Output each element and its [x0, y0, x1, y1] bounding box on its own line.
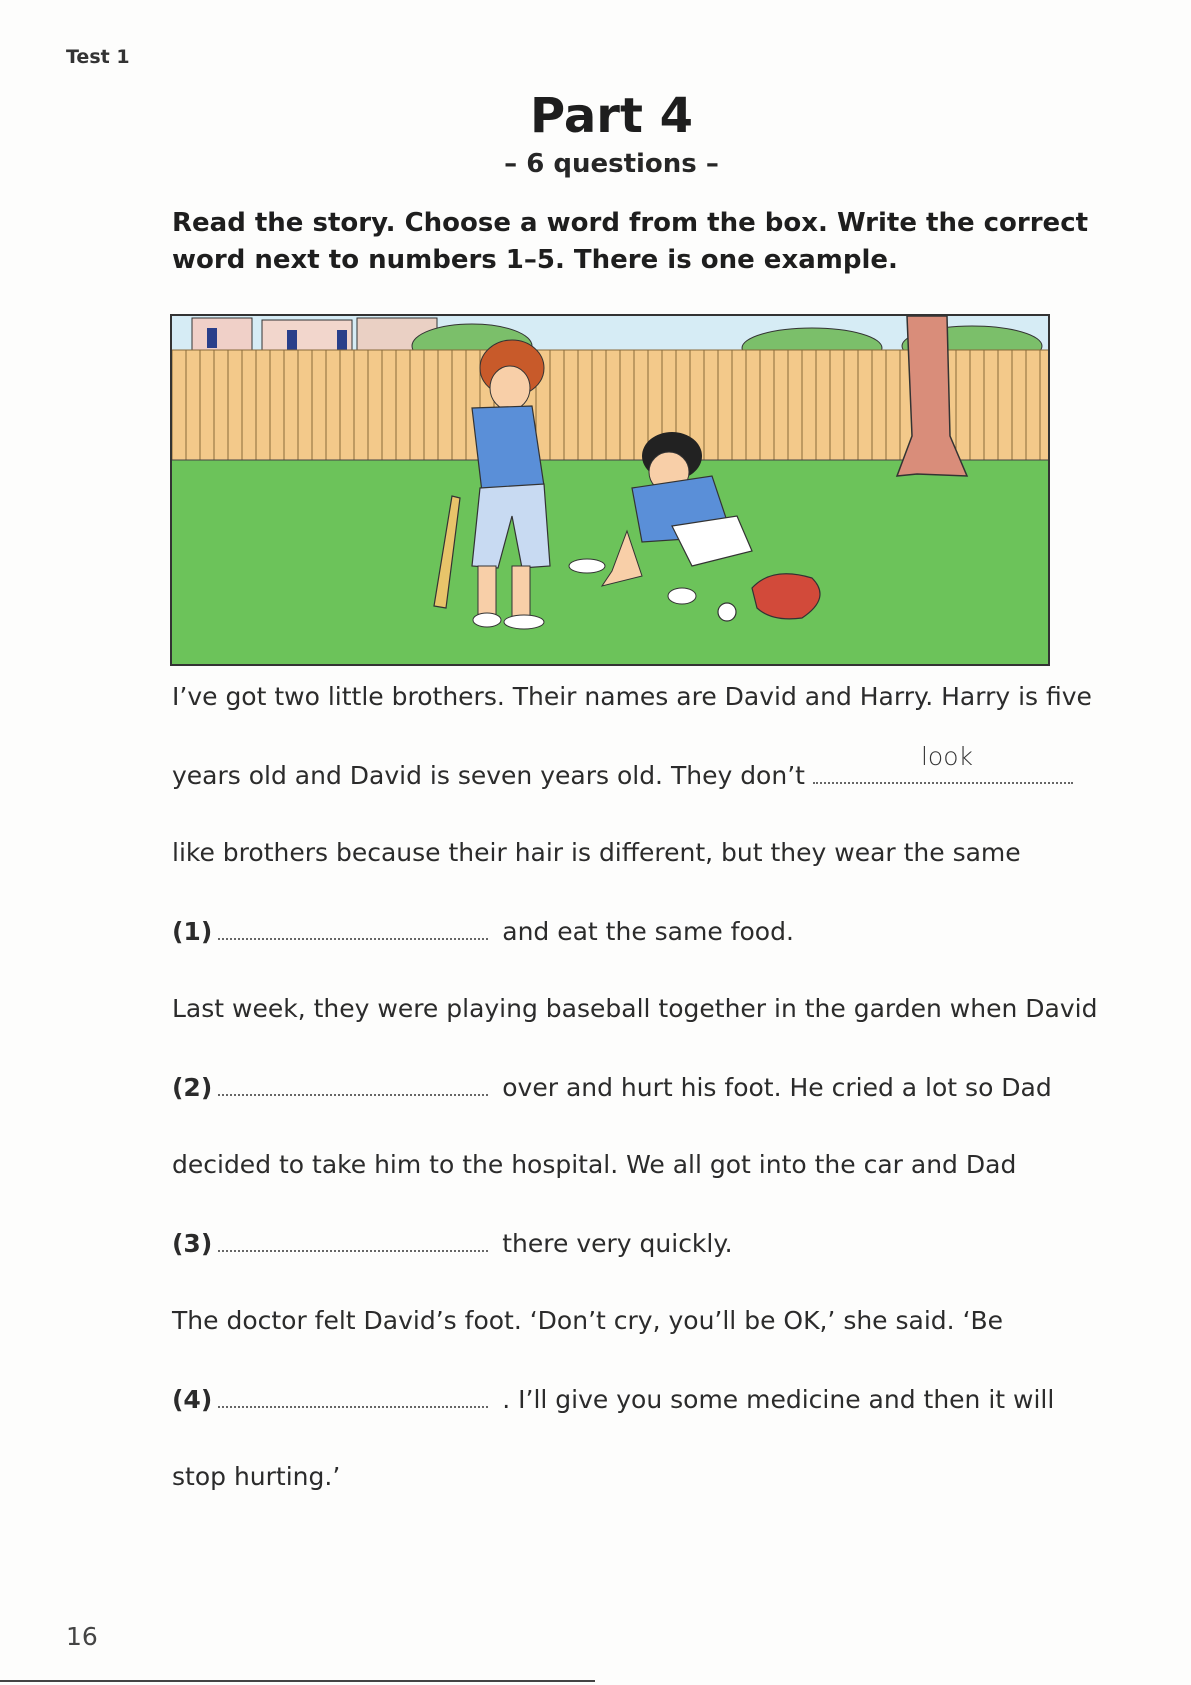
instructions — [172, 205, 1089, 279]
story-line-5: Last week, they were playing baseball together in the garden when David — [172, 994, 1098, 1023]
story-illustration — [170, 314, 1050, 666]
story-line-2 — [172, 742, 1072, 838]
story-line-2-text: years old and David is seven years old. They don’t — [172, 761, 805, 790]
example-answer-gap — [813, 742, 1073, 784]
question-4-line — [172, 1384, 1072, 1462]
test-label: Test 1 — [66, 46, 130, 68]
question-1-line — [172, 916, 1072, 994]
story-line-3: like brothers because their hair is different, but they wear the same — [172, 838, 1021, 867]
instructions-line-2: word next to numbers 1–5. There is one example. — [172, 245, 898, 275]
question-2-text: over and hurt his foot. He cried a lot so Dad — [502, 1073, 1052, 1102]
story-line-1: I’ve got two little brothers. Their names are David and Harry. Harry is five — [172, 682, 1092, 711]
question-1-text: and eat the same food. — [502, 917, 794, 946]
answer-field-2[interactable] — [218, 1072, 488, 1096]
part-subtitle: – 6 questions – — [504, 149, 719, 179]
question-3-line — [172, 1228, 1072, 1306]
question-4-text: . I’ll give you some medicine and then it will — [502, 1385, 1055, 1414]
question-4-number: (4) — [172, 1385, 213, 1414]
story-line-9: The doctor felt David’s foot. ‘Don’t cry, you’ll be OK,’ she said. ‘Be — [172, 1306, 1004, 1335]
question-3-text: there very quickly. — [502, 1229, 733, 1258]
story-text — [172, 682, 1098, 1540]
question-3-number: (3) — [172, 1229, 213, 1258]
example-answer: look — [920, 742, 973, 771]
answer-field-3[interactable] — [218, 1228, 488, 1252]
question-2-line — [172, 1072, 1072, 1150]
bottom-rule — [0, 1680, 595, 1682]
two-boys-baseball-garden-illustration — [172, 316, 1048, 664]
story-line-11: stop hurting.’ — [172, 1462, 341, 1491]
story-line-7: decided to take him to the hospital. We all got into the car and Dad — [172, 1150, 1017, 1179]
instructions-line-1: Read the story. Choose a word from the box. Write the correct — [172, 208, 1089, 238]
answer-field-4[interactable] — [218, 1384, 488, 1408]
page-number: 16 — [66, 1622, 98, 1651]
question-1-number: (1) — [172, 917, 213, 946]
answer-field-1[interactable] — [218, 916, 488, 940]
question-2-number: (2) — [172, 1073, 213, 1102]
part-title: Part 4 — [529, 88, 693, 144]
